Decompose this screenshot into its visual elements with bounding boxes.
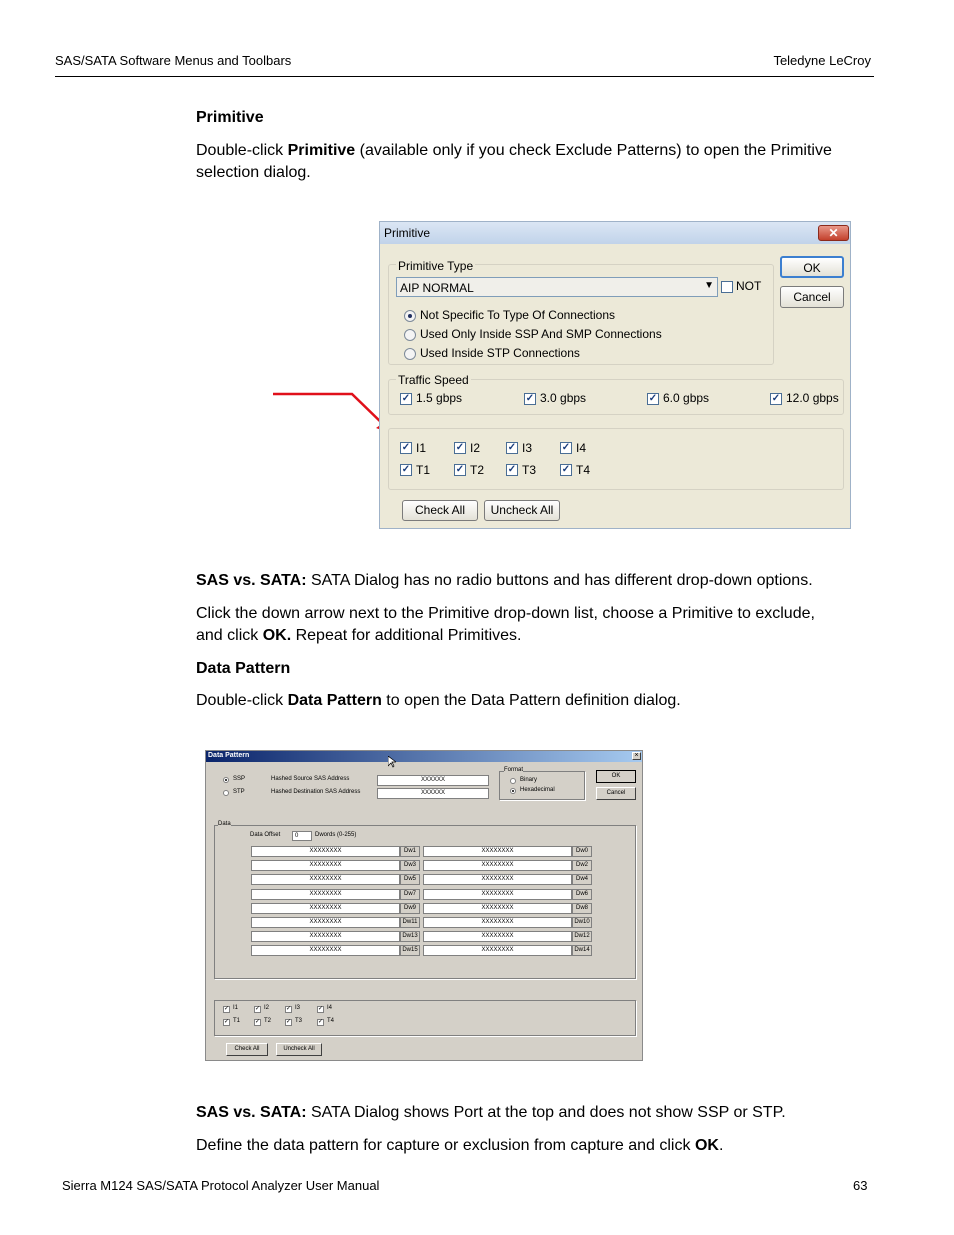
ssp-radio[interactable] <box>223 777 229 783</box>
chevron-down-icon[interactable]: ▼ <box>704 280 714 291</box>
uncheck-all-button[interactable]: Uncheck All <box>276 1043 322 1056</box>
dword-input[interactable]: XXXXXXXX <box>423 945 572 956</box>
dword-label: Dw3 <box>400 860 420 871</box>
dword-input[interactable]: XXXXXXXX <box>251 917 400 928</box>
port-checkbox[interactable]: ✓ <box>561 442 571 453</box>
ports-group <box>388 428 844 490</box>
format-label: Format <box>504 767 524 773</box>
not-label: NOT <box>736 279 762 293</box>
dword-label: Dw15 <box>400 945 420 956</box>
traffic-speed-label: Traffic Speed <box>398 373 469 387</box>
radio-stp[interactable] <box>404 348 416 360</box>
header-rule <box>55 76 874 77</box>
dword-input[interactable]: XXXXXXXX <box>423 874 572 885</box>
dword-input[interactable]: XXXXXXXX <box>251 945 400 956</box>
define-pattern-paragraph <box>196 1135 723 1157</box>
port-label: I2 <box>470 441 481 455</box>
port-checkbox[interactable]: ✓ <box>318 1019 324 1025</box>
dword-input[interactable]: XXXXXXXX <box>423 931 572 942</box>
binary-radio[interactable] <box>510 778 516 784</box>
port-checkbox[interactable]: ✓ <box>224 1019 230 1025</box>
dialog-title-bar <box>206 751 642 762</box>
footer-title: Sierra M124 SAS/SATA Protocol Analyzer User Manual <box>62 1178 380 1193</box>
dst-address-input[interactable]: XXXXXX <box>377 788 489 799</box>
port-label: I4 <box>327 1005 333 1011</box>
port-checkbox[interactable]: ✓ <box>224 1006 230 1012</box>
dword-label: Dw9 <box>400 903 420 914</box>
speed-label: 3.0 gbps <box>540 391 587 405</box>
port-label: I3 <box>295 1005 301 1011</box>
dword-label: Dw2 <box>572 860 592 871</box>
note-text: SATA Dialog has no radio buttons and has different drop-down options. <box>306 572 813 589</box>
port-label: I3 <box>522 441 533 455</box>
port-checkbox[interactable]: ✓ <box>455 464 465 475</box>
src-address-label: Hashed Source SAS Address <box>271 776 350 782</box>
dword-label: Dw7 <box>400 889 420 900</box>
port-checkbox[interactable]: ✓ <box>286 1019 292 1025</box>
src-address-input[interactable]: XXXXXX <box>377 775 489 786</box>
stp-radio[interactable] <box>223 790 229 796</box>
dialog-title: Data Pattern <box>208 752 250 759</box>
para-text: Double-click <box>196 692 288 709</box>
format-group <box>499 771 585 800</box>
port-label: I1 <box>233 1005 239 1011</box>
sas-sata-note <box>196 1102 786 1124</box>
dwords-label: Dwords (0-255) <box>315 832 357 838</box>
ok-button[interactable]: OK <box>780 256 844 278</box>
dword-label: Dw10 <box>572 917 592 928</box>
port-label: T3 <box>522 463 537 477</box>
dword-input[interactable]: XXXXXXXX <box>423 917 572 928</box>
speed-label: 12.0 gbps <box>786 391 839 405</box>
not-checkbox[interactable] <box>721 281 733 293</box>
offset-input[interactable]: 0 <box>292 831 312 841</box>
port-label: T2 <box>470 463 485 477</box>
speed-checkbox[interactable]: ✓ <box>525 393 535 404</box>
para-text: Double-click <box>196 142 288 159</box>
para-bold: OK <box>694 1137 719 1154</box>
note-label: SAS vs. SATA: <box>196 572 307 589</box>
primitive-type-label: Primitive Type <box>398 259 474 273</box>
data-label: Data <box>218 821 231 827</box>
para-text: . <box>718 1137 724 1154</box>
dword-input[interactable]: XXXXXXXX <box>251 903 400 914</box>
port-checkbox[interactable]: ✓ <box>401 464 411 475</box>
check-all-button[interactable]: Check All <box>226 1043 268 1056</box>
dword-input[interactable]: XXXXXXXX <box>423 846 572 857</box>
primitive-select[interactable] <box>396 277 718 297</box>
para-text: and click <box>196 627 263 644</box>
primitive-paragraph <box>196 140 886 184</box>
note-text: SATA Dialog shows Port at the top and does not show SSP or STP. <box>306 1104 786 1121</box>
dword-input[interactable]: XXXXXXXX <box>251 889 400 900</box>
port-label: T3 <box>295 1018 303 1024</box>
port-label: T1 <box>416 463 431 477</box>
hex-label: Hexadecimal <box>520 787 555 793</box>
select-value: AIP NORMAL <box>400 281 474 295</box>
cancel-button[interactable]: Cancel <box>596 787 636 800</box>
dword-label: Dw11 <box>400 917 420 928</box>
port-label: T4 <box>576 463 591 477</box>
port-label: I2 <box>264 1005 270 1011</box>
ssp-label: SSP <box>233 776 246 782</box>
para-text: Repeat for additional Primitives. <box>291 627 522 644</box>
speed-checkbox[interactable]: ✓ <box>648 393 658 404</box>
dialog-title-bar <box>380 222 850 244</box>
radio-ssp-smp[interactable] <box>404 329 416 341</box>
dst-address-label: Hashed Destination SAS Address <box>271 789 361 795</box>
dword-input[interactable]: XXXXXXXX <box>251 860 400 871</box>
port-checkbox[interactable]: ✓ <box>561 464 571 475</box>
port-checkbox[interactable]: ✓ <box>286 1006 292 1012</box>
dword-label: Dw8 <box>572 903 592 914</box>
dword-label: Dw4 <box>572 874 592 885</box>
data-pattern-paragraph <box>196 690 681 712</box>
dword-input[interactable]: XXXXXXXX <box>423 889 572 900</box>
dword-label: Dw14 <box>572 945 592 956</box>
para-text: selection dialog. <box>196 164 311 181</box>
para-bold: Primitive <box>287 142 356 159</box>
ports-group <box>214 1000 636 1036</box>
uncheck-all-button[interactable]: Uncheck All <box>484 500 560 521</box>
ok-button[interactable]: OK <box>596 770 636 783</box>
primitive-dialog <box>379 221 851 529</box>
dword-input[interactable]: XXXXXXXX <box>423 860 572 871</box>
dword-input[interactable]: XXXXXXXX <box>251 846 400 857</box>
speed-label: 1.5 gbps <box>416 391 463 405</box>
para-text: Define the data pattern for capture or exclusion from capture and click <box>196 1137 695 1154</box>
data-pattern-heading: Data Pattern <box>196 660 291 677</box>
port-label: I1 <box>416 441 427 455</box>
offset-label: Data Offset <box>250 832 281 838</box>
port-checkbox[interactable]: ✓ <box>507 464 517 475</box>
para-text: (available only if you check Exclude Patterns) to open the Primitive <box>355 142 832 159</box>
stp-label: STP <box>233 789 245 795</box>
sas-sata-note <box>196 570 813 592</box>
radio-not-specific[interactable] <box>404 310 416 322</box>
cancel-button[interactable]: Cancel <box>780 286 844 308</box>
primitive-heading: Primitive <box>196 109 264 126</box>
port-checkbox[interactable]: ✓ <box>401 442 411 453</box>
dword-label: Dw5 <box>400 874 420 885</box>
port-checkbox[interactable]: ✓ <box>318 1006 324 1012</box>
hex-radio[interactable] <box>510 788 516 794</box>
dword-label: Dw13 <box>400 931 420 942</box>
page-number: 63 <box>853 1178 868 1193</box>
port-checkbox[interactable]: ✓ <box>255 1019 261 1025</box>
port-checkbox[interactable]: ✓ <box>455 442 465 453</box>
radio-label: Not Specific To Type Of Connections <box>420 308 615 322</box>
speed-checkbox[interactable]: ✓ <box>771 393 781 404</box>
close-icon[interactable]: ✕ <box>818 225 849 241</box>
port-label: T4 <box>327 1018 335 1024</box>
primitive-instructions <box>196 603 896 647</box>
para-bold: OK. <box>262 627 292 644</box>
port-checkbox[interactable]: ✓ <box>255 1006 261 1012</box>
para-text: Click the down arrow next to the Primitive drop-down list, choose a Primitive to exclude, <box>196 605 815 622</box>
dword-input[interactable]: XXXXXXXX <box>251 874 400 885</box>
radio-label: Used Only Inside SSP And SMP Connections <box>420 327 662 341</box>
port-label: T2 <box>264 1018 272 1024</box>
mouse-cursor-icon <box>388 756 396 768</box>
close-icon[interactable]: × <box>632 752 641 760</box>
binary-label: Binary <box>520 777 538 783</box>
header-left: SAS/SATA Software Menus and Toolbars <box>55 53 292 68</box>
dword-input[interactable]: XXXXXXXX <box>423 903 572 914</box>
port-label: I4 <box>576 441 587 455</box>
check-all-button[interactable]: Check All <box>402 500 478 521</box>
dword-input[interactable]: XXXXXXXX <box>251 931 400 942</box>
radio-label: Used Inside STP Connections <box>420 346 580 360</box>
dword-label: Dw1 <box>400 846 420 857</box>
para-text: to open the Data Pattern definition dialog. <box>381 692 681 709</box>
port-label: T1 <box>233 1018 241 1024</box>
dialog-title: Primitive <box>384 226 431 240</box>
para-bold: Data Pattern <box>287 692 382 709</box>
note-label: SAS vs. SATA: <box>196 1104 307 1121</box>
dword-label: Dw0 <box>572 846 592 857</box>
data-pattern-dialog <box>205 750 643 1061</box>
dword-label: Dw12 <box>572 931 592 942</box>
port-checkbox[interactable]: ✓ <box>507 442 517 453</box>
speed-label: 6.0 gbps <box>663 391 710 405</box>
dword-label: Dw6 <box>572 889 592 900</box>
header-right: Teledyne LeCroy <box>773 53 871 68</box>
speed-checkbox[interactable]: ✓ <box>401 393 411 404</box>
